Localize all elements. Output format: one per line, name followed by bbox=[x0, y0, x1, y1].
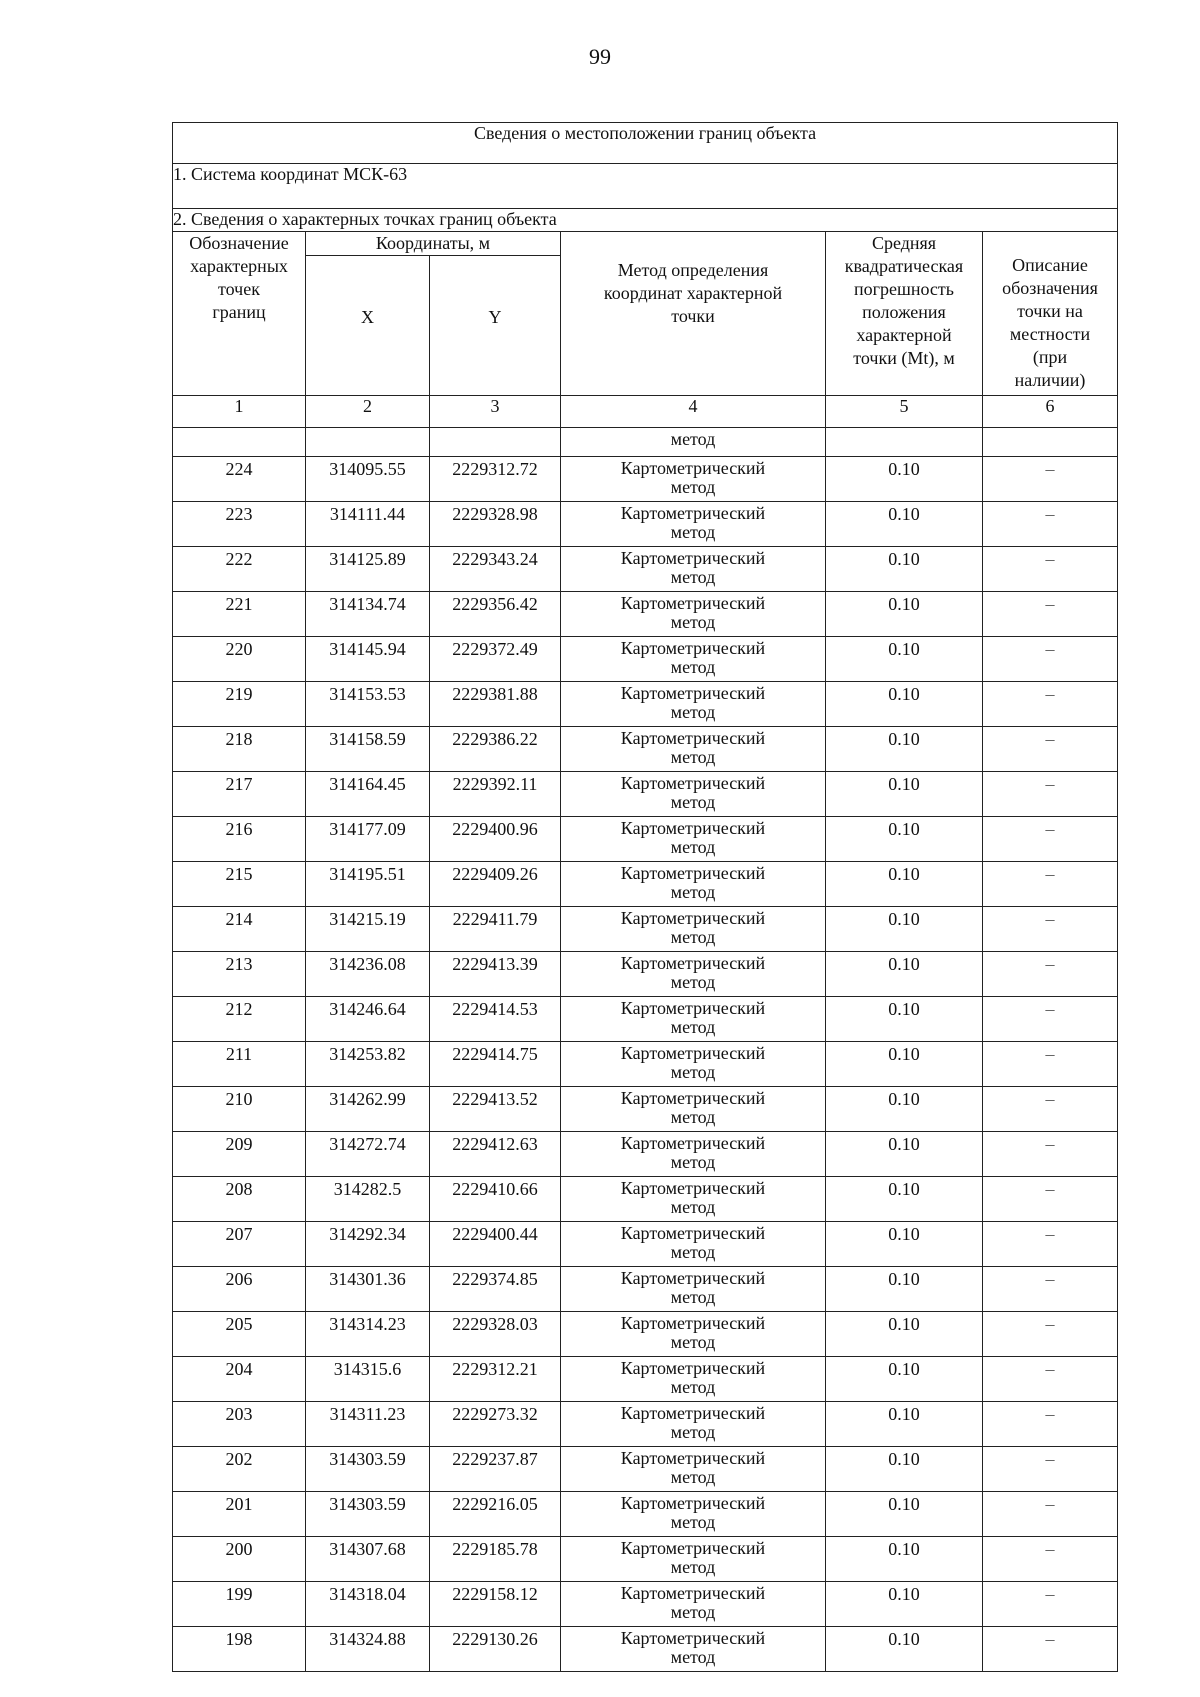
point-id: 207 bbox=[173, 1222, 306, 1267]
table-row bbox=[173, 817, 1118, 862]
table-row bbox=[173, 1042, 1118, 1087]
method-cell bbox=[561, 1627, 826, 1672]
point-description: – bbox=[983, 1447, 1118, 1492]
method-cell bbox=[561, 1582, 826, 1627]
continued-method-text: метод bbox=[561, 428, 826, 457]
point-description: – bbox=[983, 457, 1118, 502]
coord-x: 314303.59 bbox=[306, 1492, 430, 1537]
method-line: Картометрический bbox=[620, 1448, 766, 1468]
coord-x: 314292.34 bbox=[306, 1222, 430, 1267]
point-description: – bbox=[983, 1312, 1118, 1357]
method-cell bbox=[561, 772, 826, 817]
point-description: – bbox=[983, 1222, 1118, 1267]
mean-square-error: 0.10 bbox=[826, 1132, 983, 1177]
coord-y: 2229409.26 bbox=[430, 862, 561, 907]
header-line: погрешность bbox=[853, 279, 954, 299]
method-cell bbox=[561, 1042, 826, 1087]
table-row bbox=[173, 772, 1118, 817]
table-row bbox=[173, 547, 1118, 592]
method-line: Картометрический bbox=[620, 1403, 766, 1423]
mean-square-error: 0.10 bbox=[826, 1582, 983, 1627]
coord-y: 2229414.75 bbox=[430, 1042, 561, 1087]
point-id: 211 bbox=[173, 1042, 306, 1087]
coord-y: 2229185.78 bbox=[430, 1537, 561, 1582]
method-line: Картометрический bbox=[620, 1538, 766, 1558]
mean-square-error: 0.10 bbox=[826, 592, 983, 637]
table-row bbox=[173, 1267, 1118, 1312]
coord-x: 314177.09 bbox=[306, 817, 430, 862]
method-cell bbox=[561, 952, 826, 997]
mean-square-error: 0.10 bbox=[826, 1222, 983, 1267]
coord-x: 314134.74 bbox=[306, 592, 430, 637]
point-description: – bbox=[983, 1357, 1118, 1402]
method-line: метод bbox=[670, 1377, 716, 1397]
header-method bbox=[561, 232, 826, 396]
continued-row bbox=[173, 428, 1118, 457]
point-id: 201 bbox=[173, 1492, 306, 1537]
header-coordinates: Координаты, м bbox=[306, 232, 561, 256]
column-number: 5 bbox=[826, 396, 983, 428]
point-id: 208 bbox=[173, 1177, 306, 1222]
coordinate-system-label: 1. Система координат МСК-63 bbox=[173, 164, 1118, 209]
coord-y: 2229216.05 bbox=[430, 1492, 561, 1537]
point-id: 210 bbox=[173, 1087, 306, 1132]
method-line: метод bbox=[670, 1602, 716, 1622]
method-line: Картометрический bbox=[620, 1133, 766, 1153]
coord-x: 314095.55 bbox=[306, 457, 430, 502]
header-line: Обозначение bbox=[189, 233, 289, 253]
method-cell bbox=[561, 1087, 826, 1132]
method-cell bbox=[561, 637, 826, 682]
mean-square-error: 0.10 bbox=[826, 997, 983, 1042]
point-description: – bbox=[983, 1042, 1118, 1087]
coord-x: 314303.59 bbox=[306, 1447, 430, 1492]
table-row bbox=[173, 1222, 1118, 1267]
coord-y: 2229411.79 bbox=[430, 907, 561, 952]
method-line: метод bbox=[670, 1467, 716, 1487]
mean-square-error: 0.10 bbox=[826, 907, 983, 952]
coord-y: 2229392.11 bbox=[430, 772, 561, 817]
table-row bbox=[173, 1537, 1118, 1582]
method-line: метод bbox=[670, 567, 716, 587]
method-line: метод bbox=[670, 1647, 716, 1667]
point-description: – bbox=[983, 907, 1118, 952]
coord-x: 314307.68 bbox=[306, 1537, 430, 1582]
point-description: – bbox=[983, 1492, 1118, 1537]
method-line: метод bbox=[670, 1557, 716, 1577]
header-x: X bbox=[306, 256, 430, 396]
table-row bbox=[173, 682, 1118, 727]
table-row bbox=[173, 1087, 1118, 1132]
table-row bbox=[173, 997, 1118, 1042]
point-id: 221 bbox=[173, 592, 306, 637]
coord-x: 314282.5 bbox=[306, 1177, 430, 1222]
coord-x: 314215.19 bbox=[306, 907, 430, 952]
boundary-points-table bbox=[172, 122, 1118, 1672]
header-line: границ bbox=[212, 302, 266, 322]
method-cell bbox=[561, 1222, 826, 1267]
coord-y: 2229372.49 bbox=[430, 637, 561, 682]
coord-y: 2229400.44 bbox=[430, 1222, 561, 1267]
coord-x: 314153.53 bbox=[306, 682, 430, 727]
mean-square-error: 0.10 bbox=[826, 1537, 983, 1582]
method-line: метод bbox=[670, 1422, 716, 1442]
point-description: – bbox=[983, 1087, 1118, 1132]
coord-y: 2229328.98 bbox=[430, 502, 561, 547]
coord-x: 314301.36 bbox=[306, 1267, 430, 1312]
point-id: 202 bbox=[173, 1447, 306, 1492]
point-id: 217 bbox=[173, 772, 306, 817]
coord-y: 2229410.66 bbox=[430, 1177, 561, 1222]
header-line: точки на bbox=[1017, 301, 1083, 321]
method-line: метод bbox=[670, 1332, 716, 1352]
coord-y: 2229413.52 bbox=[430, 1087, 561, 1132]
method-line: Картометрический bbox=[620, 818, 766, 838]
coord-x: 314125.89 bbox=[306, 547, 430, 592]
point-description: – bbox=[983, 592, 1118, 637]
header-line: точек bbox=[218, 279, 260, 299]
method-line: метод bbox=[670, 657, 716, 677]
header-line: точки bbox=[671, 306, 715, 326]
method-line: метод bbox=[670, 747, 716, 767]
point-id: 218 bbox=[173, 727, 306, 772]
column-number: 4 bbox=[561, 396, 826, 428]
mean-square-error: 0.10 bbox=[826, 457, 983, 502]
mean-square-error: 0.10 bbox=[826, 862, 983, 907]
method-cell bbox=[561, 817, 826, 862]
mean-square-error: 0.10 bbox=[826, 952, 983, 997]
header-line: характерных bbox=[190, 256, 288, 276]
coord-x: 314272.74 bbox=[306, 1132, 430, 1177]
point-id: 199 bbox=[173, 1582, 306, 1627]
method-cell bbox=[561, 502, 826, 547]
mean-square-error: 0.10 bbox=[826, 772, 983, 817]
method-cell bbox=[561, 1132, 826, 1177]
point-description: – bbox=[983, 997, 1118, 1042]
mean-square-error: 0.10 bbox=[826, 502, 983, 547]
method-line: Картометрический bbox=[620, 1178, 766, 1198]
table-row bbox=[173, 727, 1118, 772]
mean-square-error: 0.10 bbox=[826, 1177, 983, 1222]
coord-y: 2229381.88 bbox=[430, 682, 561, 727]
method-line: Картометрический bbox=[620, 593, 766, 613]
point-id: 206 bbox=[173, 1267, 306, 1312]
method-cell bbox=[561, 682, 826, 727]
method-line: Картометрический bbox=[620, 953, 766, 973]
method-line: Картометрический bbox=[620, 458, 766, 478]
coord-x: 314164.45 bbox=[306, 772, 430, 817]
table-row bbox=[173, 1132, 1118, 1177]
method-line: метод bbox=[670, 837, 716, 857]
table-row bbox=[173, 457, 1118, 502]
header-mean-square-error bbox=[826, 232, 983, 396]
method-line: Картометрический bbox=[620, 683, 766, 703]
mean-square-error: 0.10 bbox=[826, 1627, 983, 1672]
method-line: Картометрический bbox=[620, 1583, 766, 1603]
coord-x: 314262.99 bbox=[306, 1087, 430, 1132]
table-row bbox=[173, 1357, 1118, 1402]
point-description: – bbox=[983, 1537, 1118, 1582]
method-line: метод bbox=[670, 702, 716, 722]
coord-y: 2229130.26 bbox=[430, 1627, 561, 1672]
table-row bbox=[173, 1312, 1118, 1357]
method-line: Картометрический bbox=[620, 773, 766, 793]
header-line: положения bbox=[862, 302, 946, 322]
coord-x: 314246.64 bbox=[306, 997, 430, 1042]
table-row bbox=[173, 1582, 1118, 1627]
points-section-label: 2. Сведения о характерных точках границ объекта bbox=[173, 209, 1118, 232]
point-description: – bbox=[983, 1582, 1118, 1627]
coord-y: 2229414.53 bbox=[430, 997, 561, 1042]
coord-x: 314318.04 bbox=[306, 1582, 430, 1627]
coord-x: 314195.51 bbox=[306, 862, 430, 907]
method-cell bbox=[561, 1492, 826, 1537]
method-cell bbox=[561, 997, 826, 1042]
coord-x: 314315.6 bbox=[306, 1357, 430, 1402]
table-title: Сведения о местоположении границ объекта bbox=[173, 123, 1118, 164]
point-id: 215 bbox=[173, 862, 306, 907]
point-description: – bbox=[983, 772, 1118, 817]
header-line: Средняя bbox=[871, 233, 937, 253]
point-id: 222 bbox=[173, 547, 306, 592]
point-id: 214 bbox=[173, 907, 306, 952]
method-cell bbox=[561, 457, 826, 502]
mean-square-error: 0.10 bbox=[826, 1087, 983, 1132]
mean-square-error: 0.10 bbox=[826, 1267, 983, 1312]
method-line: Картометрический bbox=[620, 1043, 766, 1063]
point-id: 209 bbox=[173, 1132, 306, 1177]
table-row bbox=[173, 862, 1118, 907]
method-line: Картометрический bbox=[620, 863, 766, 883]
method-cell bbox=[561, 1357, 826, 1402]
table-row bbox=[173, 952, 1118, 997]
table-row bbox=[173, 592, 1118, 637]
method-cell bbox=[561, 1312, 826, 1357]
mean-square-error: 0.10 bbox=[826, 817, 983, 862]
coord-x: 314324.88 bbox=[306, 1627, 430, 1672]
mean-square-error: 0.10 bbox=[826, 637, 983, 682]
method-cell bbox=[561, 727, 826, 772]
point-id: 223 bbox=[173, 502, 306, 547]
coord-y: 2229312.21 bbox=[430, 1357, 561, 1402]
method-line: Картометрический bbox=[620, 1358, 766, 1378]
mean-square-error: 0.10 bbox=[826, 1447, 983, 1492]
method-line: Картометрический bbox=[620, 638, 766, 658]
column-number: 6 bbox=[983, 396, 1118, 428]
method-line: Картометрический bbox=[620, 1268, 766, 1288]
method-line: метод bbox=[670, 972, 716, 992]
point-description: – bbox=[983, 682, 1118, 727]
point-description: – bbox=[983, 862, 1118, 907]
point-id: 205 bbox=[173, 1312, 306, 1357]
method-line: метод bbox=[670, 1242, 716, 1262]
header-line: квадратическая bbox=[844, 256, 964, 276]
header-line: (при bbox=[1032, 347, 1068, 367]
method-cell bbox=[561, 1537, 826, 1582]
method-line: метод bbox=[670, 882, 716, 902]
coord-y: 2229374.85 bbox=[430, 1267, 561, 1312]
point-id: 212 bbox=[173, 997, 306, 1042]
method-line: метод bbox=[670, 477, 716, 497]
point-description: – bbox=[983, 1177, 1118, 1222]
method-line: Картометрический bbox=[620, 1493, 766, 1513]
coord-x: 314236.08 bbox=[306, 952, 430, 997]
method-line: Картометрический bbox=[620, 503, 766, 523]
method-line: Картометрический bbox=[620, 548, 766, 568]
table-row bbox=[173, 1492, 1118, 1537]
coord-y: 2229237.87 bbox=[430, 1447, 561, 1492]
point-description: – bbox=[983, 952, 1118, 997]
mean-square-error: 0.10 bbox=[826, 1042, 983, 1087]
method-line: метод bbox=[670, 1197, 716, 1217]
header-line: местности bbox=[1009, 324, 1091, 344]
method-line: метод bbox=[670, 1152, 716, 1172]
table-row bbox=[173, 1402, 1118, 1447]
method-cell bbox=[561, 907, 826, 952]
method-cell bbox=[561, 592, 826, 637]
method-line: метод bbox=[670, 927, 716, 947]
method-line: метод bbox=[670, 522, 716, 542]
header-description bbox=[983, 232, 1118, 396]
mean-square-error: 0.10 bbox=[826, 1312, 983, 1357]
mean-square-error: 0.10 bbox=[826, 1357, 983, 1402]
point-id: 204 bbox=[173, 1357, 306, 1402]
coord-y: 2229400.96 bbox=[430, 817, 561, 862]
coord-x: 314314.23 bbox=[306, 1312, 430, 1357]
header-line: характерной bbox=[856, 325, 952, 345]
coord-x: 314145.94 bbox=[306, 637, 430, 682]
point-id: 198 bbox=[173, 1627, 306, 1672]
point-id: 200 bbox=[173, 1537, 306, 1582]
point-description: – bbox=[983, 637, 1118, 682]
column-number: 2 bbox=[306, 396, 430, 428]
table-row bbox=[173, 1447, 1118, 1492]
point-description: – bbox=[983, 502, 1118, 547]
point-description: – bbox=[983, 727, 1118, 772]
header-line: Описание bbox=[1012, 255, 1088, 275]
column-number: 3 bbox=[430, 396, 561, 428]
point-description: – bbox=[983, 1267, 1118, 1312]
method-line: метод bbox=[670, 1107, 716, 1127]
method-cell bbox=[561, 1177, 826, 1222]
method-cell bbox=[561, 862, 826, 907]
method-line: метод bbox=[670, 792, 716, 812]
header-point-designation bbox=[173, 232, 306, 396]
header-line: обозначения bbox=[1002, 278, 1098, 298]
header-line: точки (Mt), м bbox=[853, 348, 955, 368]
coord-y: 2229273.32 bbox=[430, 1402, 561, 1447]
point-description: – bbox=[983, 1402, 1118, 1447]
method-line: Картометрический bbox=[620, 908, 766, 928]
coord-y: 2229386.22 bbox=[430, 727, 561, 772]
method-line: Картометрический bbox=[620, 728, 766, 748]
point-description: – bbox=[983, 547, 1118, 592]
table-row bbox=[173, 907, 1118, 952]
header-line: наличии) bbox=[1014, 370, 1086, 390]
coord-y: 2229356.42 bbox=[430, 592, 561, 637]
method-line: метод bbox=[670, 1017, 716, 1037]
method-line: Картометрический bbox=[620, 1088, 766, 1108]
mean-square-error: 0.10 bbox=[826, 682, 983, 727]
coord-x: 314111.44 bbox=[306, 502, 430, 547]
coord-x: 314158.59 bbox=[306, 727, 430, 772]
point-id: 213 bbox=[173, 952, 306, 997]
method-line: Картометрический bbox=[620, 1223, 766, 1243]
coord-y: 2229412.63 bbox=[430, 1132, 561, 1177]
method-cell bbox=[561, 1267, 826, 1312]
method-cell bbox=[561, 1447, 826, 1492]
header-line: координат характерной bbox=[603, 283, 783, 303]
coord-y: 2229328.03 bbox=[430, 1312, 561, 1357]
point-description: – bbox=[983, 1627, 1118, 1672]
method-line: Картометрический bbox=[620, 1628, 766, 1648]
method-line: метод bbox=[670, 1512, 716, 1532]
point-description: – bbox=[983, 1132, 1118, 1177]
method-line: метод bbox=[670, 612, 716, 632]
point-id: 219 bbox=[173, 682, 306, 727]
header-line: Метод определения bbox=[617, 260, 769, 280]
mean-square-error: 0.10 bbox=[826, 727, 983, 772]
method-line: Картометрический bbox=[620, 998, 766, 1018]
coord-y: 2229413.39 bbox=[430, 952, 561, 997]
point-id: 216 bbox=[173, 817, 306, 862]
table-row bbox=[173, 502, 1118, 547]
point-id: 224 bbox=[173, 457, 306, 502]
method-cell bbox=[561, 1402, 826, 1447]
table-row bbox=[173, 1627, 1118, 1672]
method-cell bbox=[561, 547, 826, 592]
mean-square-error: 0.10 bbox=[826, 547, 983, 592]
table-row bbox=[173, 1177, 1118, 1222]
page-number: 99 bbox=[589, 44, 611, 69]
mean-square-error: 0.10 bbox=[826, 1402, 983, 1447]
point-description: – bbox=[983, 817, 1118, 862]
method-line: Картометрический bbox=[620, 1313, 766, 1333]
column-number: 1 bbox=[173, 396, 306, 428]
coord-y: 2229312.72 bbox=[430, 457, 561, 502]
method-line: метод bbox=[670, 1062, 716, 1082]
method-line: метод bbox=[670, 1287, 716, 1307]
table-row bbox=[173, 637, 1118, 682]
mean-square-error: 0.10 bbox=[826, 1492, 983, 1537]
header-y: Y bbox=[430, 256, 561, 396]
point-id: 220 bbox=[173, 637, 306, 682]
coord-y: 2229158.12 bbox=[430, 1582, 561, 1627]
point-id: 203 bbox=[173, 1402, 306, 1447]
coord-x: 314311.23 bbox=[306, 1402, 430, 1447]
coord-y: 2229343.24 bbox=[430, 547, 561, 592]
coord-x: 314253.82 bbox=[306, 1042, 430, 1087]
